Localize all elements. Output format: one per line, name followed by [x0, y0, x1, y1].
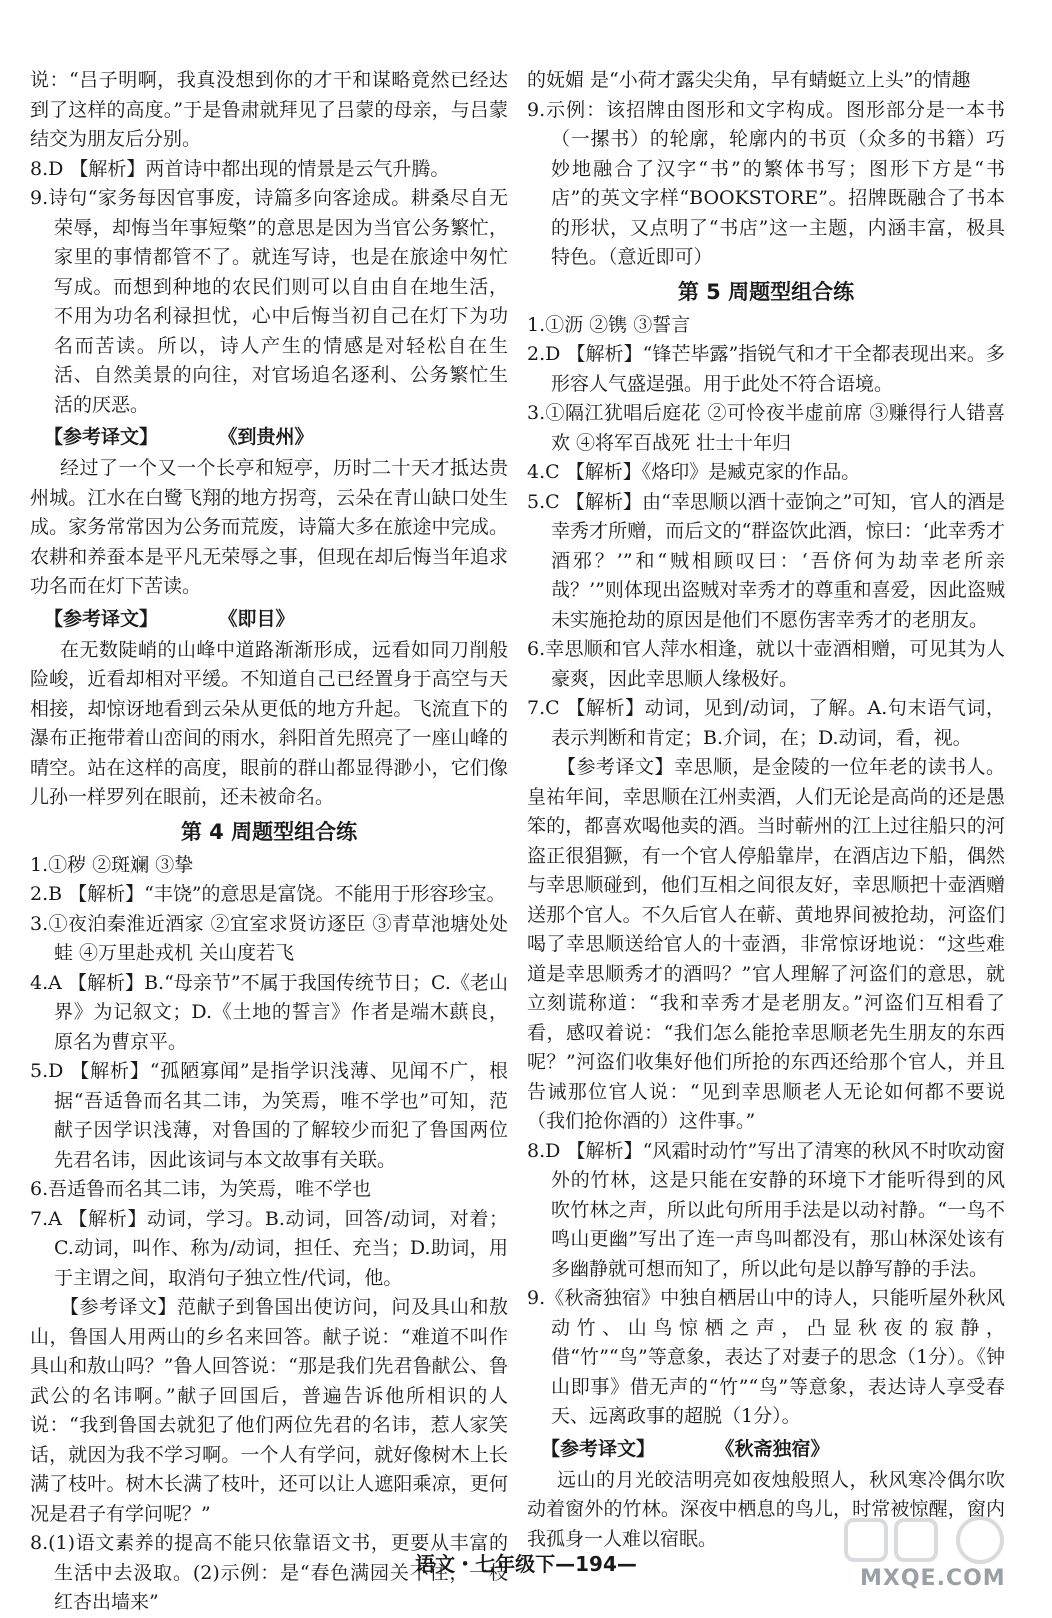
- answer-item: 2.D 【解析】“锋芒毕露”指锐气和才干全都表现出来。多形容人气盛逞强。用于此处不符合语境。: [527, 343, 1005, 395]
- answer-item: 1.①沥 ②镌 ③誓言: [527, 313, 691, 336]
- answer-item: 3.①隔江犹唱后庭花 ②可怜夜半虚前席 ③赚得行人错喜欢 ④将军百战死 壮士十年归: [527, 402, 1005, 454]
- answer-item: 7.A 【解析】动词，学习。B.动词，回答/动词，对着；C.动词，叫作、称为/动词，担任、充当；D.助词，用于主谓之间，取消句子独立性/代词，他。: [30, 1207, 508, 1289]
- answer-item: 2.B 【解析】“丰饶”的意思是富饶。不能用于形容珍宝。: [30, 883, 506, 905]
- answer-item: 6.幸思顺和官人萍水相逢，就以十壶酒相赠，可见其为人豪爽，因此幸思顺人缘极好。: [527, 638, 1005, 690]
- reference-translation-header: [527, 1434, 1005, 1464]
- reference-label: 【参考译文】: [541, 1437, 656, 1460]
- page-footer: 语文・七年级下—194—: [415, 1552, 637, 1576]
- answer-item: 8.D 【解析】“风霜时动竹”写出了清寒的秋风不时吹动窗外的竹林，这是只能在安静的环境下才能听得到的风吹竹林之声，所以此句所用手法是以动衬静。“一鸟不鸣山更幽”写出了连一声鸟叫都没有，那山林深处该有多幽静就可想而知了，所以此句是以静写静的手法。: [527, 1139, 1005, 1280]
- reference-label: 【参考译文】: [44, 607, 159, 630]
- answer-item: 6.吾适鲁而名其二讳，为笑焉，唯不学也: [30, 1178, 372, 1200]
- answer-item: 4.A 【解析】B.“母亲节”不属于我国传统节日；C.《老山界》为记叙文；D.《土地的誓言》作者是端木蕻良，原名为曹京平。: [30, 971, 508, 1053]
- left-column: [30, 66, 508, 1618]
- answer-item: 9.《秋斋独宿》中独自栖居山中的诗人，只能听屋外秋风动竹、山鸟惊栖之声，凸显秋夜的寂静，借“竹”“鸟”等意象，表达了对妻子的思念（1分）。《钟山即事》借无声的“竹”“鸟”等意象，表达诗人享受春天、远离政事的超脱（1分）。: [527, 1287, 1005, 1427]
- section-heading: 第 5 周题型组合练: [677, 279, 855, 304]
- reference-label: 【参考译文】: [44, 426, 159, 448]
- reference-translation-header: [30, 604, 508, 634]
- answer-item: 9.诗句“家务每因官事废，诗篇多向客途成。耕桑尽自无荣辱，却悔当年事短檠”的意思是因为当官公务繁忙，家里的事情都管不了。就连写诗，也是在旅途中匆忙写成。而想到种地的农民们则可以自由自在地生活，不用为功名利禄担忧，心中后悔当初自己在灯下为功名而苦读。所以，诗人产生的情感是对轻松自在生活、自然美景的向往，对官场追名逐利、公务繁忙生活的厌恶。: [30, 187, 508, 416]
- poem-title: 《到贵州》: [228, 426, 314, 448]
- answer-item: 8.(1)语文素养的提高不能只依靠语文书，更要从丰富的生活中去汲取。(2)示例：是“春色满园关不住，一枝红杏出墙来”: [30, 1532, 508, 1613]
- answer-item: 5.D 【解析】“孤陋寡闻”是指学识浅薄、见闻不广，根据“吾适鲁而名其二讳，为笑焉，唯不学也”可知，范献子因学识浅薄，对鲁国的了解较少而犯了鲁国两位先君名讳，因此该词与本文故事有关联。: [30, 1060, 508, 1171]
- translation-paragraph: 在无数陡峭的山峰中道路渐渐形成，远看如同刀削般险峻，近看却相对平缓。不知道自己已经置身于高空与天相接，却惊讶地看到云朵从更低的地方升起。飞流直下的瀑布正拖带着山峦间的雨水，斜阳首先照亮了一座山峰的晴空。站在这样的高度，眼前的群山都显得渺小，它们像儿孙一样罗列在眼前，还未被命名。: [30, 638, 508, 808]
- answer-item: 3.①夜泊秦淮近酒家 ②宜室求贤访逐臣 ③青草池塘处处蛙 ④万里赴戎机 关山度若飞: [30, 912, 508, 964]
- poem-title: 《秋斋独宿》: [725, 1437, 830, 1460]
- translation-paragraph: 【参考译文】范献子到鲁国出使访问，问及具山和敖山，鲁国人用两山的乡名来回答。献子说：“难道不叫作具山和敖山吗？”鲁人回答说：“那是我们先君鲁献公、鲁武公的名讳啊。”献子回国后，普遍告诉他所相识的人说：“我到鲁国去就犯了他们两位先君的名讳，惹人家笑话，就因为我不学习啊。一个人有学问，就好像树木上长满了枝叶。树木长满了枝叶，还可以让人遮阳乘凉，更何况是君子有学问呢？”: [30, 1296, 508, 1525]
- answer-item: 1.①秽 ②斑斓 ③挚: [30, 853, 194, 876]
- reference-translation-header: [30, 422, 508, 452]
- answer-item: 的妩媚 是“小荷才露尖尖角，早有蜻蜓立上头”的情趣: [527, 69, 971, 91]
- answer-item: 8.D 【解析】两首诗中都出现的情景是云气升腾。: [30, 157, 450, 180]
- translation-paragraph: 【参考译文】幸思顺，是金陵的一位年老的读书人。皇祐年间，幸思顺在江州卖酒，人们无论是高尚的还是愚笨的，都喜欢喝他卖的酒。当时蕲州的江上过往船只的河盗正很猖獗，有一个官人停船靠岸，在酒店边下船，偶然与幸思顺碰到，他们互相之间很友好，幸思顺把十壶酒赠送那个官人。不久后官人在蕲、黄地界间被抢劫，河盗们喝了幸思顺送给官人的十壶酒，非常惊讶地说：“这些难道是幸思顺秀才的酒吗？”官人理解了河盗们的意思，就立刻谎称道：“我和幸秀才是老朋友。”河盗们互相看了看，感叹着说：“我们怎么能抢幸思顺老先生朋友的东西呢？”河盗们收集好他们所抢的东西还给那个官人，并且告诫那位官人说：“见到幸思顺老人无论如何都不要说（我们抢你酒的）这件事。”: [527, 756, 1005, 1132]
- translation-paragraph: 经过了一个又一个长亭和短亭，历时二十天才抵达贵州城。江水在白鹭飞翔的地方拐弯，云朵在青山缺口处生成。家务常常因为公务而荒废，诗篇大多在旅途中完成。农耕和养蚕本是平凡无荣辱之事，但现在却后悔当年追求功名而在灯下苦读。: [30, 457, 508, 597]
- answer-item: 4.C 【解析】《烙印》是臧克家的作品。: [527, 461, 861, 483]
- translation-paragraph: 远山的月光皎洁明亮如夜烛般照人，秋风寒冷偶尔吹动着窗外的竹林。深夜中栖息的鸟儿，时常被惊醒，窗内我孤身一人难以宿眠。: [527, 1468, 1005, 1550]
- answer-item: 7.C 【解析】动词，见到/动词，了解。A.句末语气词，表示判断和肯定；B.介词，在；D.动词，看，视。: [527, 697, 1005, 749]
- poem-title: 《即目》: [228, 607, 295, 630]
- watermark-text: MXQE.COM: [860, 1566, 1006, 1591]
- paragraph: 说：“吕子明啊，我真没想到你的才干和谋略竟然已经达到了这样的高度。”于是鲁肃就拜见了吕蒙的母亲，与吕蒙结交为朋友后分别。: [30, 69, 508, 150]
- answer-item: 9.示例：该招牌由图形和文字构成。图形部分是一本书（一摞书）的轮廓，轮廓内的书页（众多的书籍）巧妙地融合了汉字“书”的繁体书写；图形下方是“书店”的英文字样“BOOKSTORE”。招牌既融合了书本的形状，又点明了“书店”这一主题，内涵丰富，极具特色。（意近即可）: [527, 98, 1005, 268]
- section-heading: 第 4 周题型组合练: [180, 819, 358, 844]
- right-column: [527, 66, 1005, 1554]
- answer-item: 5.C 【解析】由“幸思顺以酒十壶饷之”可知，官人的酒是幸秀才所赠，而后文的“群盗饮此酒，惊曰：‘此幸秀才酒邪？’”和“贼相顾叹曰：‘吾侪何为劫幸老所亲哉？’”则体现出盗贼对幸秀才的尊重和喜爱，因此盗贼未实施抢劫的原因是他们不愿伤害幸秀才的老朋友。: [527, 490, 1005, 631]
